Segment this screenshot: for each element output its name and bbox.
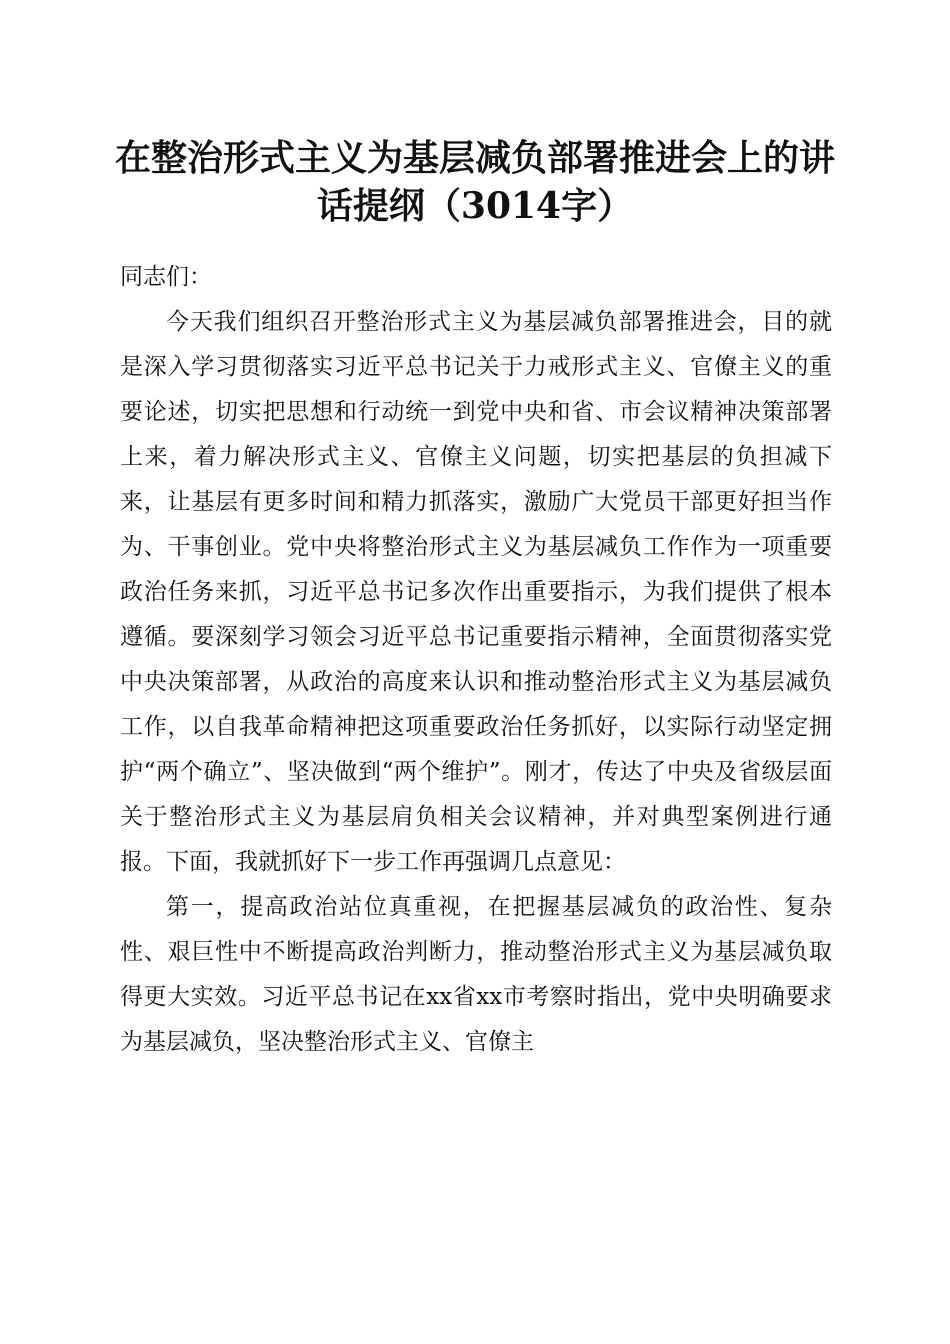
paragraph-intro: 今天我们组织召开整治形式主义为基层减负部署推进会，目的就是深入学习贯彻落实习近平总书记关于力戒形式主义、官僚主义的重要论述，切实把思想和行动统一到党中央和省、市会议精神决策部署上来，着力解决形式主义、官僚主义问题，切实把基层的负担减下来，让基层有更多时间和精力抓落实，激励广大党员干部更好担当作为、干事创业。党中央将整治形式主义为基层减负工作作为一项重要政治任务来抓，习近平总书记多次作出重要指示，为我们提供了根本遵循。要深刻学习领会习近平总书记重要指示精神，全面贯彻落实党中央决策部署，从政治的高度来认识和推动整治形式主义为基层减负工作，以自我革命精神把这项重要政治任务抓好，以实际行动坚定拥护“两个确立”、坚决做到“两个维护”。刚才，传达了中央及省级层面关于整治形式主义为基层肩负相关会议精神，并对典型案例进行通报。下面，我就抓好下一步工作再强调几点意见： [120,309,832,875]
document-body [120,255,832,1065]
document-title: 在整治形式主义为基层减负部署推进会上的讲话提纲（3014字） [114,137,835,227]
salutation: 同志们： [120,264,212,290]
paragraph-first-point: 第一，提高政治站位真重视，在把握基层减负的政治性、复杂性、艰巨性中不断提高政治判断力，推动整治形式主义为基层减负取得更大实效。习近平总书记在xx省xx市考察时指出，党中央明确要求为基层减负，坚决整治形式主义、官僚主 [120,894,832,1055]
